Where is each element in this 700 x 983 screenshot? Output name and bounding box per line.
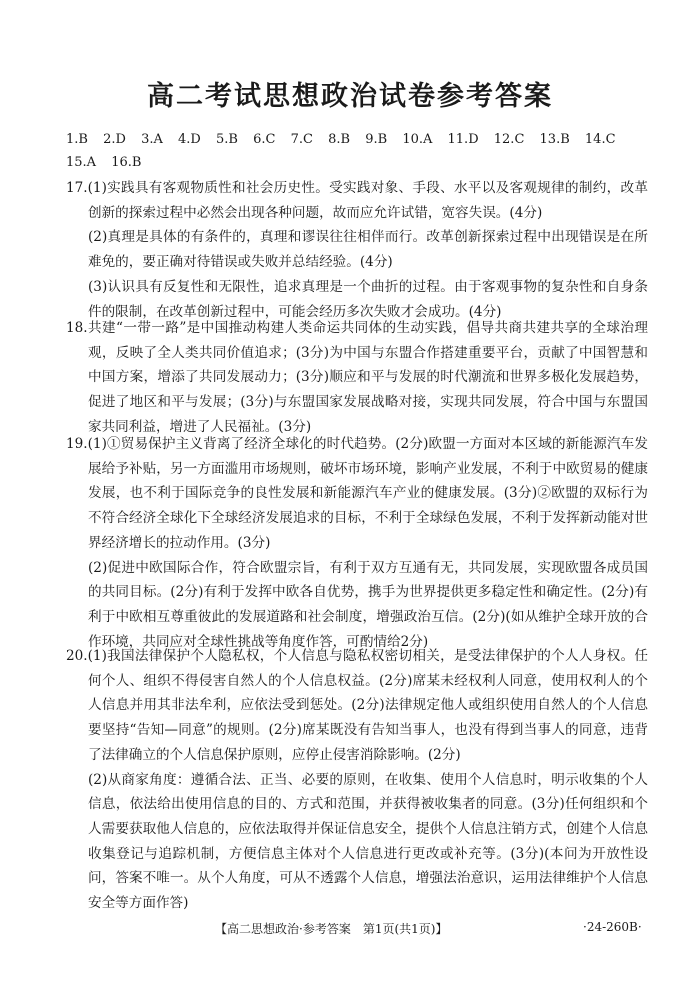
answer-item: 5.B <box>215 132 238 147</box>
choice-answers-line-2 <box>66 151 666 174</box>
answer-item: 15.A <box>66 155 97 170</box>
answer-item: 6.C <box>253 132 276 147</box>
footer-doc-code: ·24-260B· <box>583 920 642 934</box>
question-17-part-1: 17.(1)实践具有客观物质性和社会历史性。受实践对象、手段、水平以及客观规律的制约，改革创新的探索过程中必然会出现各种问题，故而应允许试错，宽容失误。(4分) <box>66 180 648 221</box>
page-title: 高二考试思想政治试卷参考答案 <box>147 81 553 112</box>
answer-item: 16.B <box>111 155 142 170</box>
answer-item: 8.B <box>328 132 351 147</box>
question-20-part-1: 20.(1)我国法律保护个人隐私权，个人信息与隐私权密切相关，是受法律保护的个人人身权。任何个人、组织不得侵害自然人的个人信息权益。(2分)席某未经权利人同意，使用权利人的个人信息并用其非法牟利，应依法受到惩处。(2分)法律规定他人或组织使用自然人的个人信息要坚持“告知—同意”的规则。(2分)席某既没有告知当事人，也没有得到当事人的同意，违背了法律确立的个人信息保护原则，应停止侵害消除影响。(2分) <box>66 648 648 763</box>
question-17 <box>66 176 648 324</box>
answer-item: 11.D <box>447 132 479 147</box>
question-19-part-2: (2)促进中欧国际合作，符合欧盟宗旨，有利于双方互通有无，共同发展，实现欧盟各成员国的共同目标。(2分)有利于发挥中欧各自优势，携手为世界提供更多稳定性和确定性。(2分)有利于中欧相互尊重彼此的发展道路和社会制度，增强政治互信。(2分)(如从维护全球开放的合作环境，共同应对全球性挑战等角度作答，可酌情给2分) <box>88 559 648 650</box>
answer-item: 7.C <box>290 132 313 147</box>
answer-item: 14.C <box>584 132 616 147</box>
question-20 <box>66 644 648 916</box>
answer-item: 13.B <box>539 132 570 147</box>
question-18-text: 18.共建“一带一路”是中国推动构建人类命运共同体的生动实践，倡导共商共建共享的全球治理观，反映了全人类共同价值追求；(3分)为中国与东盟合作搭建重要平台，贡献了中国智慧和中国方案，增添了共同发展动力；(3分)顺应和平与发展的时代潮流和世界多极化发展趋势，促进了地区和平与发展；(3分)与东盟国家发展战略对接，实现共同发展，符合中国与东盟国家共同利益，增进了人民福祉。(3分) <box>66 320 648 435</box>
answer-item: 1.B <box>66 132 88 147</box>
answer-item: 2.D <box>103 132 126 147</box>
answer-item: 3.A <box>141 132 163 147</box>
answer-item: 9.B <box>365 132 388 147</box>
question-20-part-2: (2)从商家角度：遵循合法、正当、必要的原则，在收集、使用个人信息时，明示收集的个人信息，依法给出使用信息的目的、方式和范围，并获得被收集者的同意。(3分)任何组织和个人需要获取他人信息的，应依法取得并保证信息安全，提供个人信息注销方式，创建个人信息收集登记与追踪机制，方便信息主体对个人信息进行更改或补充等。(3分)(本问为开放性设问，答案不唯一。从个人角度，可从不透露个人信息，增强法治意识，运用法律维护个人信息安全等方面作答) <box>88 771 648 912</box>
answer-item: 4.D <box>178 132 201 147</box>
answer-item: 10.A <box>402 132 433 147</box>
choice-answers <box>66 128 666 174</box>
question-17-part-3: (3)认识具有反复性和无限性，追求真理是一个曲折的过程。由于客观事物的复杂性和自身条件的限制，在改革创新过程中，可能会经历多次失败才会成功。(4分) <box>88 278 648 320</box>
question-19-part-1: 19.(1)①贸易保护主义背离了经济全球化的时代趋势。(2分)欧盟一方面对本区域的新能源汽车发展给予补贴，另一方面滥用市场规则，破坏市场环境，影响产业发展，不利于中欧贸易的健康发展，也不利于国际竞争的良性发展和新能源汽车产业的健康发展。(3分)②欧盟的双标行为不符合经济全球化下全球经济发展追求的目标，不利于全球绿色发展，不利于发挥新动能对世界经济增长的拉动作用。(3分) <box>66 436 648 551</box>
answer-item: 12.C <box>493 132 525 147</box>
choice-answers-line-1 <box>66 128 666 151</box>
question-18 <box>66 316 648 440</box>
question-17-part-2: (2)真理是具体的有条件的，真理和谬误往往相伴而行。改革创新探索过程中出现错误是在所难免的，要正确对待错误或失败并总结经验。(4分) <box>88 229 648 271</box>
footer-page-info: 【高二思想政治·参考答案 第1页(共1页)】 <box>215 922 448 936</box>
question-19 <box>66 432 648 654</box>
